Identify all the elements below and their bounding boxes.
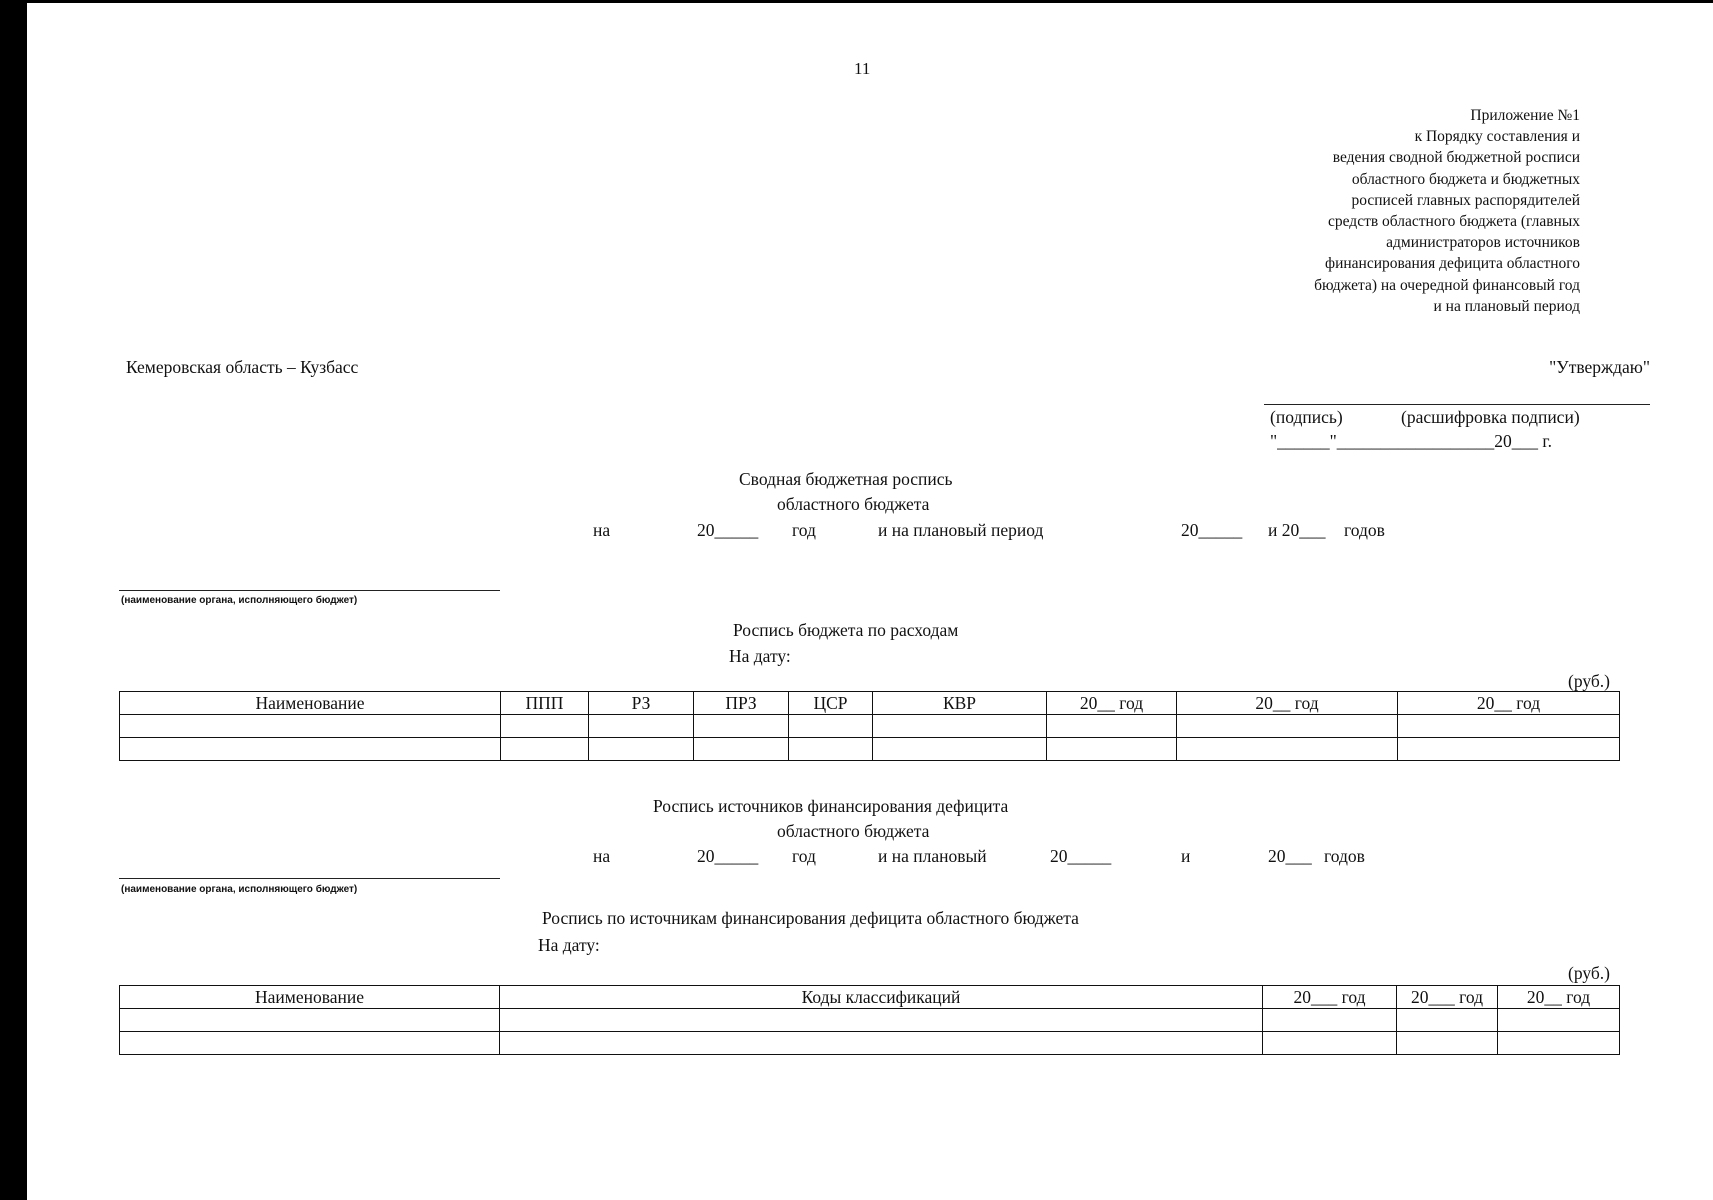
document-page — [27, 3, 1713, 1200]
table-cell — [694, 715, 789, 738]
sources-subtitle: областного бюджета — [777, 821, 930, 841]
organ-caption: (наименование органа, исполняющего бюджет) — [121, 884, 358, 895]
table-cell — [500, 1032, 1263, 1055]
table-cell — [501, 738, 589, 761]
table-cell — [1498, 1009, 1620, 1032]
column-header-codes: Коды классификаций — [500, 986, 1263, 1009]
organ-line — [119, 590, 500, 591]
table-cell — [589, 738, 694, 761]
summary-subtitle: областного бюджета — [777, 494, 930, 514]
sources-title: Роспись источников финансирования дефицита — [653, 796, 1009, 816]
page-number: 11 — [854, 59, 871, 78]
sources-year3: 20___ — [1268, 846, 1312, 866]
column-header-csr: ЦСР — [789, 692, 873, 715]
approval-date-line: "______"__________________20___ г. — [1270, 431, 1552, 451]
appendix-line: финансирования дефицита областного — [1325, 255, 1580, 273]
approval-title: "Утверждаю" — [1549, 357, 1650, 377]
summary-and-year: и 20___ — [1268, 520, 1326, 540]
organ-line — [119, 878, 500, 879]
table-cell — [1398, 715, 1620, 738]
table-cell — [120, 738, 501, 761]
table-cell — [1177, 715, 1398, 738]
expenses-table — [119, 691, 1620, 761]
sources-date-label: На дату: — [538, 935, 600, 955]
table-cell — [501, 715, 589, 738]
table-cell — [120, 715, 501, 738]
column-header-kvr: КВР — [873, 692, 1047, 715]
table-cell — [1397, 1009, 1498, 1032]
table-cell — [1498, 1032, 1620, 1055]
column-header-year2: 20__ год — [1177, 692, 1398, 715]
table-cell — [1177, 738, 1398, 761]
table-cell — [500, 1009, 1263, 1032]
sources-na: на — [593, 846, 611, 866]
sources-table-title: Роспись по источникам финансирования дефицита областного бюджета — [542, 908, 1079, 928]
sources-planned: и на плановый — [878, 846, 987, 866]
table-cell — [120, 1009, 500, 1032]
column-header-prz: ПРЗ — [694, 692, 789, 715]
appendix-line: росписей главных распорядителей — [1351, 191, 1580, 209]
column-header-name: Наименование — [120, 986, 500, 1009]
table-cell — [120, 1032, 500, 1055]
column-header-name: Наименование — [120, 692, 501, 715]
organ-caption: (наименование органа, исполняющего бюджет) — [121, 595, 358, 606]
column-header-year2: 20___ год — [1397, 986, 1498, 1009]
appendix-line: средств областного бюджета (главных — [1328, 213, 1580, 231]
signature-decode-label: (расшифровка подписи) — [1401, 407, 1580, 427]
summary-years: годов — [1344, 520, 1385, 540]
sources-year2: 20_____ — [1050, 846, 1112, 866]
sources-unit: (руб.) — [1568, 963, 1610, 983]
summary-na: на — [593, 520, 611, 540]
appendix-line: бюджета) на очередной финансовый год — [1314, 276, 1580, 294]
column-header-year3: 20__ год — [1398, 692, 1620, 715]
appendix-note — [1314, 105, 1580, 317]
region-name: Кемеровская область – Кузбасс — [126, 357, 359, 377]
expenses-unit: (руб.) — [1568, 671, 1610, 691]
summary-year2: 20_____ — [1181, 520, 1243, 540]
table-cell — [873, 715, 1047, 738]
table-cell — [1397, 1032, 1498, 1055]
column-header-year1: 20___ год — [1263, 986, 1397, 1009]
table-row — [120, 1032, 1620, 1055]
table-cell — [873, 738, 1047, 761]
expenses-title: Роспись бюджета по расходам — [733, 620, 959, 640]
appendix-line: администраторов источников — [1386, 234, 1580, 252]
signature-label: (подпись) — [1270, 407, 1343, 427]
table-cell — [589, 715, 694, 738]
expenses-date-label: На дату: — [729, 646, 791, 666]
appendix-line: к Порядку составления и — [1414, 128, 1580, 146]
signature-line — [1264, 404, 1650, 405]
table-cell — [1398, 738, 1620, 761]
appendix-line: областного бюджета и бюджетных — [1351, 170, 1580, 188]
table-cell — [1263, 1032, 1397, 1055]
sources-years: годов — [1324, 846, 1365, 866]
table-row — [120, 1009, 1620, 1032]
table-cell — [1047, 715, 1177, 738]
appendix-line: ведения сводной бюджетной росписи — [1332, 149, 1580, 167]
table-header-row — [120, 986, 1620, 1009]
sources-and: и — [1181, 846, 1191, 866]
table-cell — [1047, 738, 1177, 761]
column-header-ppp: ППП — [501, 692, 589, 715]
table-cell — [1263, 1009, 1397, 1032]
appendix-line: Приложение №1 — [1470, 107, 1580, 124]
table-row — [120, 715, 1620, 738]
table-cell — [789, 738, 873, 761]
summary-god: год — [792, 520, 816, 540]
sources-table — [119, 985, 1620, 1055]
summary-planned: и на плановый период — [878, 520, 1044, 540]
table-header-row — [120, 692, 1620, 715]
column-header-rz: РЗ — [589, 692, 694, 715]
table-cell — [694, 738, 789, 761]
table-cell — [789, 715, 873, 738]
column-header-year1: 20__ год — [1047, 692, 1177, 715]
appendix-line: и на плановый период — [1433, 297, 1580, 315]
summary-title: Сводная бюджетная роспись — [739, 469, 953, 489]
sources-year1: 20_____ — [697, 846, 759, 866]
summary-year1: 20_____ — [697, 520, 759, 540]
sources-god: год — [792, 846, 816, 866]
table-row — [120, 738, 1620, 761]
column-header-year3: 20__ год — [1498, 986, 1620, 1009]
